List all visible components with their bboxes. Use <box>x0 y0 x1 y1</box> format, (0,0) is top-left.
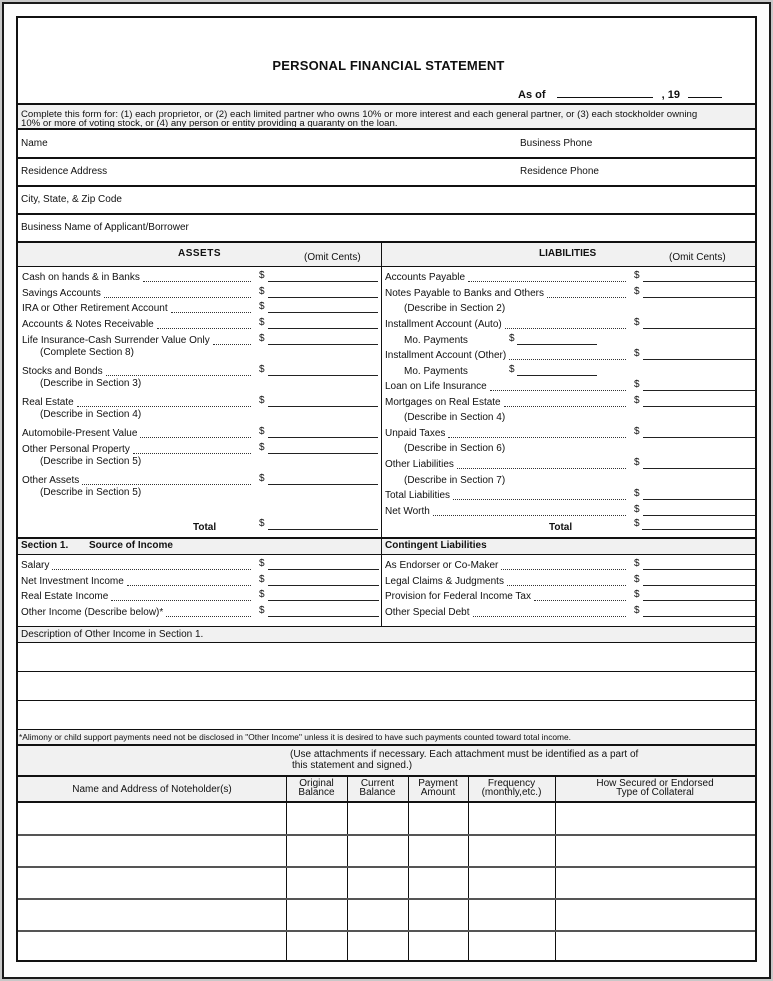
table-cell-4[interactable] <box>469 803 555 833</box>
as-of-date-field[interactable] <box>557 88 653 98</box>
column-header-2 <box>347 779 408 797</box>
dot-leader <box>547 288 626 298</box>
as-of-date <box>518 88 722 101</box>
dollar-sign: $ <box>259 426 265 437</box>
dollar-sign: $ <box>259 301 265 312</box>
liabilities-total-label: Total <box>549 522 573 533</box>
asset-row-9-amount-field[interactable] <box>268 484 378 485</box>
dot-leader <box>52 560 251 570</box>
dollar-sign: $ <box>634 589 640 600</box>
liability-row-2 <box>385 319 755 333</box>
liability-row-0 <box>385 272 755 286</box>
asset-row-1-label: Savings Accounts <box>22 288 101 299</box>
other-mo-payments-field[interactable] <box>517 375 597 376</box>
table-cell-3[interactable] <box>409 931 468 961</box>
dot-leader <box>509 350 626 360</box>
asset-row-1-amount-field[interactable] <box>268 297 378 298</box>
dollar-sign: $ <box>634 457 640 468</box>
asset-row-5-label: Stocks and Bonds <box>22 366 103 377</box>
dollar-sign: $ <box>634 504 640 515</box>
contingent-row-0 <box>385 560 755 574</box>
name-field[interactable] <box>88 130 508 156</box>
table-cell-3[interactable] <box>409 835 468 865</box>
table-cell-5[interactable] <box>556 803 755 833</box>
other-mo-payments <box>404 366 614 380</box>
liability-row-4-amount-field[interactable] <box>643 390 755 391</box>
dollar-sign: $ <box>259 364 265 375</box>
asset-row-5-amount-field[interactable] <box>268 375 378 376</box>
column-header-3 <box>408 779 468 797</box>
business-phone-label: Business Phone <box>520 138 593 149</box>
auto-mo-payments <box>404 335 614 349</box>
contingent-row-2-amount-field[interactable] <box>643 600 755 601</box>
column-header-5 <box>555 779 755 797</box>
liability-note-6: (Describe in Section 6) <box>404 443 506 454</box>
dot-leader <box>143 272 251 282</box>
other-income-line-3[interactable] <box>18 701 755 729</box>
table-row <box>18 835 755 866</box>
dot-leader <box>133 444 251 454</box>
income-row-1 <box>21 576 379 590</box>
auto-mo-payments-label: Mo. Payments <box>404 335 468 346</box>
dollar-sign: $ <box>259 605 265 616</box>
liability-row-8 <box>385 490 755 504</box>
liability-row-5 <box>385 397 755 411</box>
column-header-1 <box>286 779 347 797</box>
table-row <box>18 867 755 898</box>
liability-row-9-label: Net Worth <box>385 506 430 517</box>
dollar-sign: $ <box>259 518 265 529</box>
income-row-0-amount-field[interactable] <box>268 569 379 570</box>
income-row-1-amount-field[interactable] <box>268 585 379 586</box>
table-cell-2[interactable] <box>348 835 408 865</box>
liability-row-5-label: Mortgages on Real Estate <box>385 397 501 408</box>
income-row-2 <box>21 591 379 605</box>
dot-leader <box>490 381 626 391</box>
asset-note-6: (Describe in Section 4) <box>40 409 142 420</box>
dot-leader <box>453 490 626 500</box>
asset-row-0-amount-field[interactable] <box>268 281 378 282</box>
other-income-line-2[interactable] <box>18 672 755 700</box>
dot-leader <box>166 607 251 617</box>
table-cell-4[interactable] <box>469 931 555 961</box>
liability-row-8-amount-field[interactable] <box>643 499 755 500</box>
dollar-sign: $ <box>634 395 640 406</box>
dot-leader <box>171 303 251 313</box>
table-cell-0[interactable] <box>19 867 286 897</box>
table-cell-1[interactable] <box>287 835 347 865</box>
alimony-footnote: *Alimony or child support payments need not be disclosed in "Other Income" unless it is desired to have such payments counted toward total income. <box>19 732 572 742</box>
assets-omit-cents: (Omit Cents) <box>304 252 361 263</box>
liability-row-7-amount-field[interactable] <box>643 468 755 469</box>
column-header-line-1: Current <box>360 778 395 789</box>
dollar-sign: $ <box>259 558 265 569</box>
dollar-sign: $ <box>634 488 640 499</box>
dollar-sign: $ <box>634 270 640 281</box>
income-row-0-label: Salary <box>21 560 50 571</box>
city-state-zip-field[interactable] <box>133 187 753 213</box>
dollar-sign: $ <box>634 317 640 328</box>
contingent-liabilities-title: Contingent Liabilities <box>385 540 487 551</box>
liability-row-1 <box>385 288 755 302</box>
liability-row-4-label: Loan on Life Insurance <box>385 381 487 392</box>
asset-note-9: (Describe in Section 5) <box>40 487 142 498</box>
table-cell-3[interactable] <box>409 899 468 929</box>
asset-row-0 <box>22 272 380 286</box>
contingent-row-1-label: Legal Claims & Judgments <box>385 576 504 587</box>
asset-row-8-label: Other Personal Property <box>22 444 130 455</box>
as-of-label: As of <box>518 89 546 101</box>
table-row <box>18 803 755 834</box>
assets-liabilities-header-band <box>18 243 755 266</box>
table-cell-3[interactable] <box>409 803 468 833</box>
liabilities-total-field[interactable] <box>634 520 755 534</box>
table-cell-1[interactable] <box>287 803 347 833</box>
liability-row-3 <box>385 350 755 364</box>
liability-row-0-label: Accounts Payable <box>385 272 466 283</box>
contingent-row-3-label: Other Special Debt <box>385 607 470 618</box>
liability-row-3-amount-field[interactable] <box>643 359 755 360</box>
asset-row-9-label: Other Assets <box>22 475 80 486</box>
liability-row-2-amount-field[interactable] <box>643 328 755 329</box>
asset-note-8: (Describe in Section 5) <box>40 456 142 467</box>
dollar-sign: $ <box>634 426 640 437</box>
table-cell-1[interactable] <box>287 931 347 961</box>
liability-row-6 <box>385 428 755 442</box>
dollar-sign: $ <box>634 574 640 585</box>
income-row-2-amount-field[interactable] <box>268 600 379 601</box>
dot-leader <box>448 428 626 438</box>
liability-row-6-amount-field[interactable] <box>643 437 755 438</box>
table-cell-4[interactable] <box>469 867 555 897</box>
asset-row-7 <box>22 428 380 442</box>
income-row-3-amount-field[interactable] <box>268 616 379 617</box>
liability-row-1-label: Notes Payable to Banks and Others <box>385 288 544 299</box>
asset-row-4-label: Life Insurance-Cash Surrender Value Only <box>22 335 210 346</box>
asset-row-7-label: Automobile-Present Value <box>22 428 138 439</box>
dot-leader <box>106 366 251 376</box>
asset-row-1 <box>22 288 380 302</box>
liability-row-7-label: Other Liabilities <box>385 459 454 470</box>
liability-note-1: (Describe in Section 2) <box>404 303 506 314</box>
dot-leader <box>213 335 251 345</box>
dollar-sign: $ <box>634 379 640 390</box>
dollar-sign: $ <box>509 333 515 344</box>
residence-phone-field[interactable] <box>613 159 753 185</box>
contingent-row-1 <box>385 576 755 590</box>
fill-line <box>268 529 378 530</box>
dollar-sign: $ <box>634 558 640 569</box>
column-header-line-1: Frequency <box>487 778 536 789</box>
liability-note-7: (Describe in Section 7) <box>404 475 506 486</box>
contingent-row-0-label: As Endorser or Co-Maker <box>385 560 499 571</box>
dollar-sign: $ <box>634 286 640 297</box>
contingent-row-2-label: Provision for Federal Income Tax <box>385 591 531 602</box>
asset-row-6-label: Real Estate <box>22 397 74 408</box>
asset-row-3-amount-field[interactable] <box>268 328 378 329</box>
liability-row-9-amount-field[interactable] <box>643 515 755 516</box>
column-header-line-2: Amount <box>420 787 456 798</box>
fill-line <box>642 529 755 530</box>
dot-leader <box>111 591 251 601</box>
city-state-zip-label: City, State, & Zip Code <box>21 194 122 205</box>
dot-leader <box>505 319 626 329</box>
asset-row-0-label: Cash on hands & in Banks <box>22 272 140 283</box>
table-cell-0[interactable] <box>19 835 286 865</box>
asset-row-3-label: Accounts & Notes Receivable <box>22 319 154 330</box>
other-mo-payments-label: Mo. Payments <box>404 366 468 377</box>
table-cell-1[interactable] <box>287 867 347 897</box>
residence-phone-label: Residence Phone <box>520 166 599 177</box>
assets-total-field[interactable] <box>259 520 379 534</box>
table-cell-5[interactable] <box>556 867 755 897</box>
table-cell-5[interactable] <box>556 835 755 865</box>
asset-row-8-amount-field[interactable] <box>268 453 378 454</box>
dot-leader <box>468 272 626 282</box>
column-header-line-2: (monthly,etc.) <box>481 787 542 798</box>
contingent-row-0-amount-field[interactable] <box>643 569 755 570</box>
table-cell-2[interactable] <box>348 899 408 929</box>
attachments-note-line-1: (Use attachments if necessary. Each attachment must be identified as a part of <box>290 749 639 760</box>
dollar-sign: $ <box>259 270 265 281</box>
liability-row-0-amount-field[interactable] <box>643 281 755 282</box>
column-header-4 <box>468 779 555 797</box>
assets-header: ASSETS <box>178 248 222 259</box>
dollar-sign: $ <box>259 442 265 453</box>
liability-row-6-label: Unpaid Taxes <box>385 428 446 439</box>
dollar-sign: $ <box>634 605 640 616</box>
asset-row-4-amount-field[interactable] <box>268 344 378 345</box>
column-header-line-1: How Secured or Endorsed <box>596 778 714 789</box>
residence-address-label: Residence Address <box>21 166 108 177</box>
asset-row-3 <box>22 319 380 333</box>
table-row <box>18 899 755 930</box>
dollar-sign: $ <box>259 589 265 600</box>
dot-leader <box>457 459 626 469</box>
section1-title: Source of Income <box>89 540 173 551</box>
table-cell-4[interactable] <box>469 899 555 929</box>
liabilities-header: LIABILITIES <box>539 248 597 259</box>
dollar-sign: $ <box>259 395 265 406</box>
income-row-1-label: Net Investment Income <box>21 576 124 587</box>
liability-row-7 <box>385 459 755 473</box>
dot-leader <box>157 319 251 329</box>
table-cell-0[interactable] <box>19 899 286 929</box>
liability-note-5: (Describe in Section 4) <box>404 412 506 423</box>
dollar-sign: $ <box>259 333 265 344</box>
liability-row-8-label: Total Liabilities <box>385 490 451 501</box>
table-cell-0[interactable] <box>19 803 286 833</box>
dollar-sign: $ <box>259 473 265 484</box>
income-row-3 <box>21 607 379 621</box>
name-label: Name <box>21 138 48 149</box>
liability-row-9 <box>385 506 755 520</box>
dot-leader <box>77 397 251 407</box>
contingent-row-2 <box>385 591 755 605</box>
auto-mo-payments-field[interactable] <box>517 344 597 345</box>
liabilities-omit-cents: (Omit Cents) <box>669 252 726 263</box>
column-header-line-2: Balance <box>298 787 335 798</box>
income-row-2-label: Real Estate Income <box>21 591 109 602</box>
year-field[interactable] <box>688 88 722 98</box>
dot-leader <box>473 607 626 617</box>
other-income-description-label: Description of Other Income in Section 1. <box>21 629 204 640</box>
table-cell-5[interactable] <box>556 931 755 961</box>
column-header-line-2: Balance <box>359 787 396 798</box>
liability-row-4 <box>385 381 755 395</box>
dollar-sign: $ <box>259 286 265 297</box>
asset-row-2 <box>22 303 380 317</box>
dot-leader <box>127 576 251 586</box>
attachments-note-line-2: this statement and signed.) <box>292 760 413 771</box>
income-row-3-label: Other Income (Describe below)* <box>21 607 164 618</box>
table-row <box>18 931 755 962</box>
dollar-sign: $ <box>634 518 640 529</box>
column-header-line-1: Original <box>299 778 334 789</box>
dot-leader <box>504 397 626 407</box>
liability-row-5-amount-field[interactable] <box>643 406 755 407</box>
personal-financial-statement-form <box>16 16 757 962</box>
asset-row-2-amount-field[interactable] <box>268 312 378 313</box>
residence-address-field[interactable] <box>128 159 508 185</box>
instructions-line-2: 10% or more of voting stock, or (4) any person or entity providing a guaranty on the loan. <box>21 119 398 127</box>
dot-leader <box>507 576 626 586</box>
liability-row-1-amount-field[interactable] <box>643 297 755 298</box>
divider <box>18 554 755 555</box>
table-cell-0[interactable] <box>19 931 286 961</box>
asset-row-6-amount-field[interactable] <box>268 406 378 407</box>
dot-leader <box>433 506 626 516</box>
contingent-row-1-amount-field[interactable] <box>643 585 755 586</box>
dollar-sign: $ <box>259 317 265 328</box>
dollar-sign: $ <box>634 348 640 359</box>
business-name-label: Business Name of Applicant/Borrower <box>21 222 189 233</box>
table-cell-4[interactable] <box>469 835 555 865</box>
asset-row-2-label: IRA or Other Retirement Account <box>22 303 168 314</box>
liability-row-3-label: Installment Account (Other) <box>385 350 507 361</box>
table-cell-2[interactable] <box>348 931 408 961</box>
income-row-0 <box>21 560 379 574</box>
table-cell-1[interactable] <box>287 899 347 929</box>
liability-row-2-label: Installment Account (Auto) <box>385 319 502 330</box>
year-prefix: , 19 <box>661 89 680 101</box>
contingent-row-3-amount-field[interactable] <box>643 616 755 617</box>
instructions-line-1: Complete this form for: (1) each proprietor, or (2) each limited partner who owns 10% or more interest and each general partner, or (3) each stockholder owning <box>21 109 698 120</box>
dot-leader <box>140 428 251 438</box>
divider <box>18 266 755 267</box>
asset-row-7-amount-field[interactable] <box>268 437 378 438</box>
table-cell-3[interactable] <box>409 867 468 897</box>
business-name-field[interactable] <box>203 215 753 241</box>
dollar-sign: $ <box>259 574 265 585</box>
asset-note-5: (Describe in Section 3) <box>40 378 142 389</box>
column-header-0: Name and Address of Noteholder(s) <box>72 784 232 795</box>
contingent-row-3 <box>385 607 755 621</box>
table-cell-5[interactable] <box>556 899 755 929</box>
dot-leader <box>534 591 626 601</box>
asset-note-4: (Complete Section 8) <box>40 347 134 358</box>
business-phone-field[interactable] <box>608 130 753 156</box>
other-income-line-1[interactable] <box>18 643 755 671</box>
dollar-sign: $ <box>509 364 515 375</box>
table-cell-2[interactable] <box>348 803 408 833</box>
income-column-divider <box>381 539 382 627</box>
page-title: PERSONAL FINANCIAL STATEMENT <box>272 58 505 73</box>
assets-total-label: Total <box>193 522 217 533</box>
table-cell-2[interactable] <box>348 867 408 897</box>
dot-leader <box>501 560 626 570</box>
column-header-line-1: Payment <box>418 778 458 789</box>
dot-leader <box>104 288 251 298</box>
column-header-line-2: Type of Collateral <box>616 787 694 798</box>
section1-number: Section 1. <box>21 540 69 551</box>
dot-leader <box>82 475 251 485</box>
